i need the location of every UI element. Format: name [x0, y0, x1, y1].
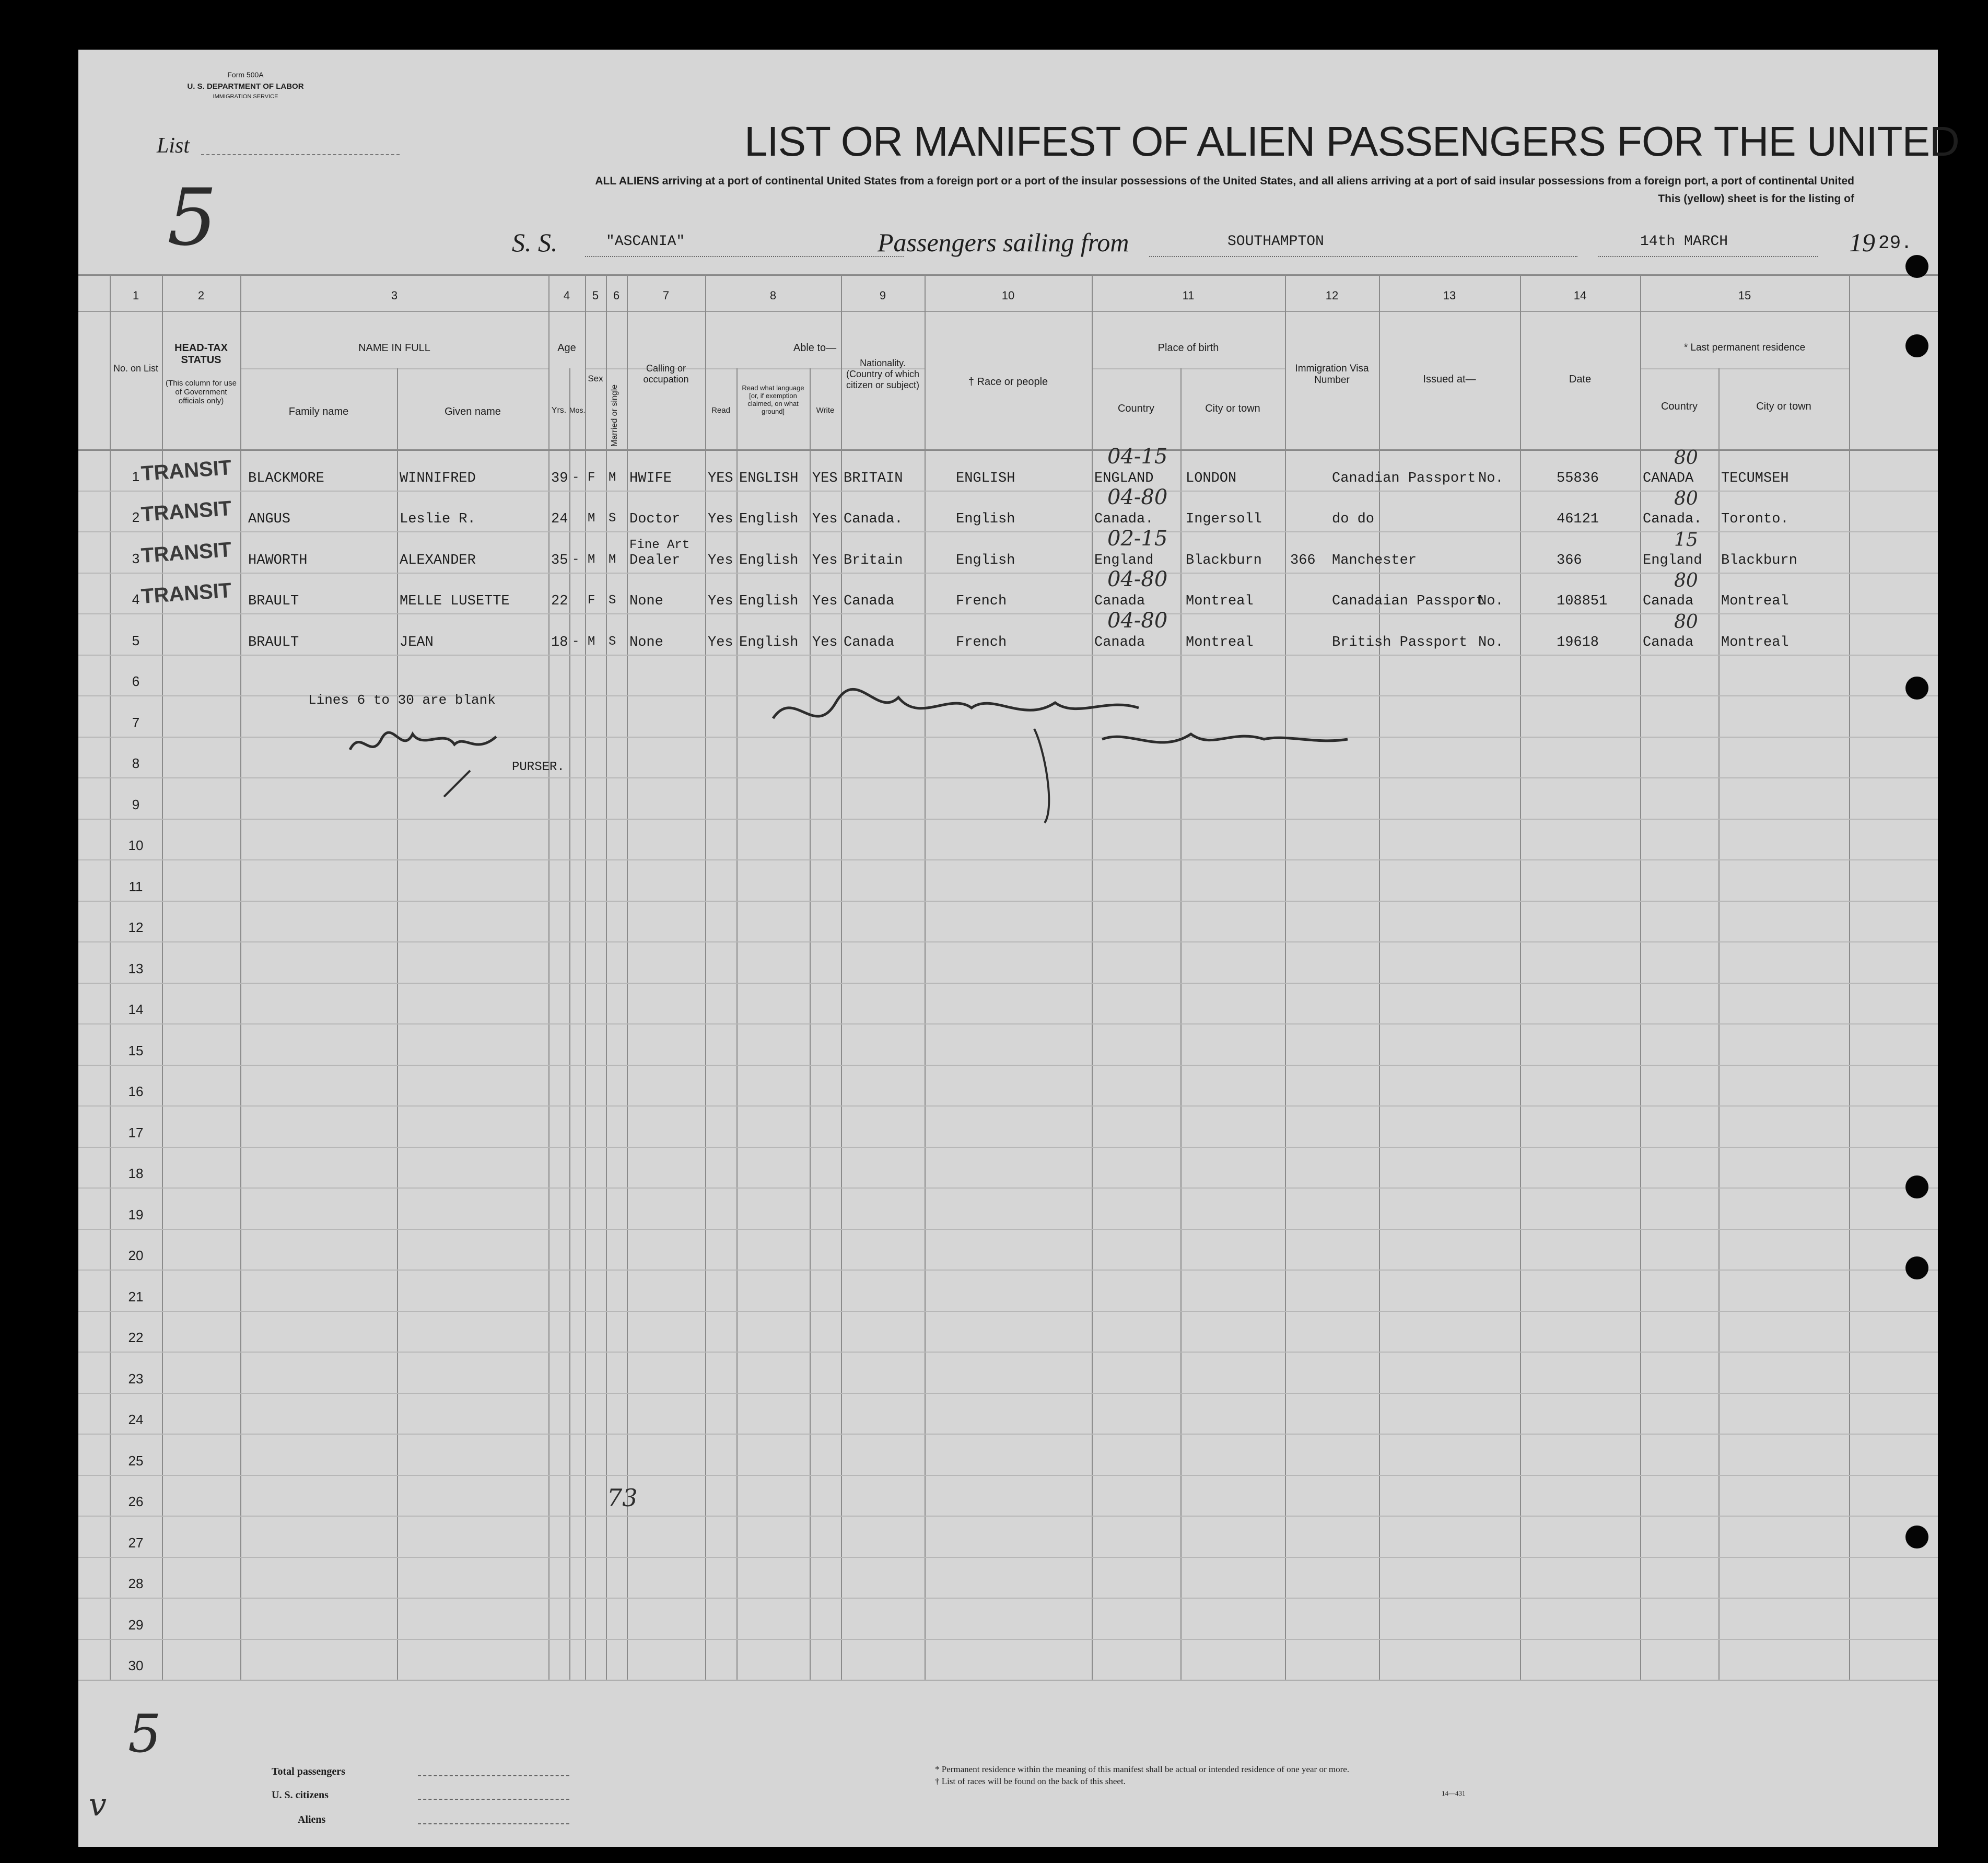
passenger-nationality: Canada	[844, 593, 895, 609]
col-line	[705, 274, 706, 1680]
list-label: List	[157, 134, 190, 158]
row-number: 14	[128, 1002, 144, 1017]
passenger-date: 46121	[1557, 511, 1599, 527]
aliens-label: Aliens	[298, 1814, 326, 1825]
passenger-res-country: Canada	[1643, 593, 1694, 609]
name-subheader-line	[240, 368, 548, 369]
row-number: 4	[132, 591, 140, 607]
passenger-nationality: BRITAIN	[844, 470, 903, 486]
row-number: 10	[128, 837, 144, 853]
col-line	[1092, 274, 1093, 1680]
passenger-given: WINNIFRED	[400, 470, 476, 486]
residence-code: 80	[1674, 611, 1698, 633]
column-number: 12	[1325, 289, 1339, 302]
row-rule	[78, 1434, 1938, 1435]
row-number: 7	[132, 714, 140, 730]
margin-v: v	[89, 1787, 107, 1823]
binder-hole	[1905, 1256, 1928, 1279]
row-number: 1	[132, 468, 140, 484]
residence-subheader-line	[1640, 368, 1849, 369]
column-number: 9	[879, 289, 886, 302]
header-age: Age	[557, 342, 576, 354]
row-number: 30	[128, 1658, 144, 1673]
row-number: 6	[132, 673, 140, 689]
passenger-sex: M	[588, 552, 595, 567]
list-underline	[201, 154, 400, 155]
transit-stamp: TRANSIT	[140, 579, 232, 608]
passenger-nationality: Canada.	[844, 511, 903, 527]
manifest-title: LIST OR MANIFEST OF ALIEN PASSENGERS FOR THE UNITED	[744, 118, 1959, 165]
passenger-yrs: 35	[551, 552, 568, 568]
header-given-name: Given name	[445, 406, 501, 417]
sailing-label: Passengers sailing from	[878, 228, 1129, 257]
col-line	[110, 274, 111, 1680]
row-number: 26	[128, 1494, 144, 1509]
passenger-read: Yes	[708, 511, 733, 527]
passenger-issued-at: Canadian Passport	[1332, 470, 1476, 486]
passenger-write: Yes	[812, 634, 838, 650]
passenger-married: S	[609, 634, 616, 649]
transit-stamp: TRANSIT	[140, 456, 232, 485]
passenger-birth-city: Ingersoll	[1186, 511, 1262, 527]
list-number: 5	[167, 172, 217, 263]
passenger-write: Yes	[812, 552, 838, 568]
passenger-married: M	[609, 552, 616, 567]
manifest-subtitle-1: ALL ALIENS arriving at a port of continental United States from a foreign port or a port of the insular possessions of the United States, and all aliens arriving at a port of said insular possessions from a foreign port, a port of continental United	[595, 175, 1854, 187]
header-yrs: Yrs.	[551, 406, 567, 415]
footnote-1: * Permanent residence within the meaning of this manifest shall be actual or intended residence of one year or more.	[935, 1764, 1350, 1774]
column-number: 6	[613, 289, 620, 302]
header-read: Read	[711, 406, 730, 415]
column-number: 5	[592, 289, 599, 302]
col-line	[548, 274, 549, 1680]
row-rule	[78, 1065, 1938, 1066]
row-number: 5	[132, 632, 140, 648]
colnum-line	[78, 311, 1938, 312]
header-issued-at: Issued at—	[1423, 374, 1476, 385]
column-number: 13	[1443, 289, 1456, 302]
row-rule	[78, 1475, 1938, 1476]
inspector-signature	[763, 677, 1416, 844]
passenger-read: Yes	[708, 552, 733, 568]
passenger-birth-country: Canada	[1094, 593, 1145, 609]
row-rule	[78, 1557, 1938, 1558]
passenger-read: YES	[708, 470, 733, 486]
row-rule	[78, 859, 1938, 860]
passenger-family: BRAULT	[248, 593, 299, 609]
header-calling: Calling or occupation	[643, 363, 689, 385]
binder-hole	[1905, 677, 1928, 700]
passenger-birth-city: Blackburn	[1186, 552, 1262, 568]
row-rule	[78, 1680, 1938, 1681]
col-line	[1640, 274, 1641, 1680]
us-citizens-line	[418, 1799, 569, 1800]
row-rule	[78, 901, 1938, 902]
header-bottom-line	[78, 449, 1938, 451]
us-citizens-label: U. S. citizens	[272, 1789, 329, 1801]
passenger-issued-at: Canadaian Passport	[1332, 593, 1484, 609]
passenger-write: Yes	[812, 593, 838, 609]
row-rule	[78, 1311, 1938, 1312]
passenger-married: S	[609, 593, 616, 608]
row-rule	[78, 1229, 1938, 1230]
passenger-yrs: 24	[551, 511, 568, 527]
column-number: 14	[1573, 289, 1587, 302]
passenger-given: ALEXANDER	[400, 552, 476, 568]
passenger-issued-at: Manchester	[1332, 552, 1417, 568]
passenger-calling: Doctor	[629, 511, 681, 527]
residence-code: 15	[1674, 529, 1698, 551]
passenger-birth-city: LONDON	[1186, 470, 1237, 486]
passenger-read: Yes	[708, 634, 733, 650]
passenger-given: Leslie R.	[400, 511, 476, 527]
passenger-nationality: Britain	[844, 552, 903, 568]
row-number: 28	[128, 1576, 144, 1591]
header-birth-country: Country	[1117, 403, 1155, 414]
binder-hole	[1905, 334, 1928, 357]
header-place-of-birth: Place of birth	[1157, 342, 1219, 354]
aliens-line	[418, 1823, 569, 1824]
row-rule	[78, 491, 1938, 492]
passenger-birth-country: ENGLAND	[1094, 470, 1154, 486]
header-write: Write	[816, 406, 835, 415]
row-number: 16	[128, 1084, 144, 1099]
row-number: 25	[128, 1452, 144, 1469]
passenger-yrs: 39	[551, 470, 568, 486]
purser-label: PURSER.	[512, 760, 565, 774]
row-rule	[78, 1598, 1938, 1599]
row-rule	[78, 1393, 1938, 1394]
row-rule	[78, 983, 1938, 984]
passenger-calling: Dealer	[629, 552, 681, 568]
passenger-race: French	[956, 634, 1007, 650]
header-read-language: Read what language [or, if exemption claimed, on what ground]	[742, 384, 804, 415]
header-res-city: City or town	[1756, 401, 1811, 412]
manifest-subtitle-2: This (yellow) sheet is for the listing of	[1658, 193, 1854, 205]
row-number: 13	[128, 960, 144, 976]
residence-code: 80	[1674, 488, 1698, 509]
row-number: 29	[128, 1616, 144, 1633]
passenger-birth-country: England	[1094, 552, 1154, 568]
column-number: 11	[1182, 289, 1195, 302]
col-line	[925, 274, 926, 1680]
margin-5: 5	[128, 1703, 161, 1764]
passenger-family: ANGUS	[248, 511, 291, 527]
header-visa: Immigration Visa Number	[1295, 363, 1369, 386]
passenger-write: YES	[812, 470, 838, 486]
service-label: IMMIGRATION SERVICE	[213, 94, 278, 100]
col-line	[585, 274, 586, 1680]
column-number: 10	[1001, 289, 1015, 302]
passenger-calling: None	[629, 593, 663, 609]
col-line	[1285, 274, 1286, 1680]
birth-code: 04-80	[1107, 485, 1168, 509]
passenger-language: English	[739, 511, 799, 527]
passenger-sex: M	[588, 511, 595, 526]
header-name-in-full: NAME IN FULL	[358, 342, 430, 354]
row-number: 17	[128, 1124, 144, 1140]
header-date: Date	[1569, 374, 1592, 385]
transit-stamp: TRANSIT	[140, 538, 232, 567]
passenger-calling-pre: Fine Art	[629, 538, 690, 552]
date-underline	[1598, 256, 1818, 257]
passenger-yrs: 22	[551, 593, 568, 609]
binder-hole	[1905, 1526, 1928, 1548]
header-sex: Sex	[588, 374, 603, 383]
passenger-mos: -	[572, 634, 580, 649]
passenger-res-country: England	[1643, 552, 1702, 568]
passenger-nationality: Canada	[844, 634, 895, 650]
purser-signature	[340, 718, 580, 854]
header-head-tax-note: (This column for use of Government officials only)	[166, 379, 237, 405]
binder-hole	[1905, 255, 1928, 278]
column-number: 3	[391, 289, 398, 302]
ship-name: "ASCANIA"	[606, 234, 685, 250]
manifest-page	[78, 50, 1959, 1847]
row-number: 12	[128, 919, 144, 935]
row-rule	[78, 1639, 1938, 1640]
year-suffix: 29.	[1878, 232, 1912, 254]
row-number: 23	[128, 1370, 144, 1387]
department-label: U. S. DEPARTMENT OF LABOR	[187, 82, 304, 91]
passenger-res-city: Montreal	[1721, 634, 1789, 650]
header-no-on-list: No. on List	[113, 363, 159, 374]
row-number: 11	[128, 878, 143, 894]
column-number: 7	[662, 289, 670, 302]
row-rule	[78, 613, 1938, 614]
birth-subheader-line	[1092, 368, 1285, 369]
passenger-calling: HWIFE	[629, 470, 672, 486]
column-number: 1	[132, 289, 139, 302]
passenger-res-city: TECUMSEH	[1721, 470, 1789, 486]
year-prefix: 19	[1849, 228, 1875, 257]
passenger-passport-no: No.	[1478, 593, 1504, 609]
ship-underline	[585, 256, 904, 257]
passenger-race: French	[956, 593, 1007, 609]
birth-code: 04-15	[1107, 444, 1168, 469]
row-rule	[78, 1270, 1938, 1271]
passenger-date: 19618	[1557, 634, 1599, 650]
passenger-birth-country: Canada.	[1094, 511, 1154, 527]
passenger-language: English	[739, 634, 799, 650]
passenger-race: ENGLISH	[956, 470, 1015, 486]
col-line	[1849, 274, 1850, 1680]
ss-label: S. S.	[512, 228, 558, 257]
footnote-code: 14—431	[1442, 1789, 1466, 1797]
row-number: 18	[128, 1166, 144, 1181]
col-line	[627, 274, 628, 1680]
passenger-family: HAWORTH	[248, 552, 308, 568]
passenger-res-city: Blackburn	[1721, 552, 1797, 568]
passenger-married: S	[609, 511, 616, 526]
passenger-visa: 366	[1290, 552, 1316, 568]
row-rule	[78, 655, 1938, 656]
passenger-birth-city: Montreal	[1186, 593, 1254, 609]
row-rule	[78, 531, 1938, 532]
col-line	[162, 274, 163, 1680]
departure-date: 14th MARCH	[1640, 234, 1728, 250]
passenger-write: Yes	[812, 511, 838, 527]
passenger-passport-no: No.	[1478, 634, 1504, 650]
col-line	[1520, 274, 1521, 1680]
column-number: 4	[563, 289, 570, 302]
birth-code: 02-15	[1107, 526, 1168, 551]
birth-code: 04-80	[1107, 608, 1168, 633]
passenger-date: 108851	[1557, 593, 1608, 609]
row-rule	[78, 1147, 1938, 1148]
mark-73: 73	[607, 1484, 638, 1512]
row-number: 3	[132, 550, 140, 566]
passenger-res-country: CANADA	[1643, 470, 1694, 486]
row-number: 22	[128, 1330, 144, 1345]
residence-code: 80	[1674, 570, 1698, 591]
passenger-given: JEAN	[400, 634, 434, 650]
header-mos: Mos.	[569, 406, 586, 414]
col-line	[606, 274, 607, 1680]
row-rule	[78, 573, 1938, 574]
passenger-birth-country: Canada	[1094, 634, 1145, 650]
passenger-passport-no: No.	[1478, 470, 1504, 486]
transit-stamp: TRANSIT	[140, 497, 232, 526]
header-nationality: Nationality. (Country of which citizen or subject)	[846, 358, 920, 390]
row-number: 21	[128, 1288, 144, 1305]
row-number: 15	[128, 1042, 144, 1058]
passenger-sex: F	[588, 470, 595, 485]
passenger-sex: F	[588, 593, 595, 608]
passenger-language: English	[739, 552, 799, 568]
row-number: 24	[128, 1412, 144, 1427]
birth-code: 04-80	[1107, 567, 1168, 591]
row-rule	[78, 1023, 1938, 1024]
residence-code: 80	[1674, 447, 1698, 469]
header-head-tax: HEAD-TAX STATUS	[174, 342, 228, 366]
passenger-mos: -	[572, 552, 580, 567]
passenger-mos: -	[572, 470, 580, 485]
row-rule	[78, 1352, 1938, 1353]
row-rule	[78, 1105, 1938, 1107]
passenger-issued-at: do do	[1332, 511, 1375, 527]
total-passengers-label: Total passengers	[272, 1766, 345, 1777]
col-line	[240, 274, 241, 1680]
passenger-res-country: Canada	[1643, 634, 1694, 650]
header-family-name: Family name	[288, 406, 349, 417]
port-underline	[1149, 256, 1577, 257]
passenger-race: English	[956, 511, 1015, 527]
passenger-read: Yes	[708, 593, 733, 609]
passenger-race: English	[956, 552, 1015, 568]
column-number: 2	[197, 289, 205, 302]
column-number: 15	[1738, 289, 1751, 302]
table-top-line	[78, 274, 1938, 276]
row-number: 20	[128, 1248, 144, 1263]
column-number: 8	[769, 289, 777, 302]
passenger-issued-at: British Passport	[1332, 634, 1468, 650]
passenger-family: BRAULT	[248, 634, 299, 650]
passenger-res-country: Canada.	[1643, 511, 1702, 527]
col-line	[841, 274, 842, 1680]
departure-port: SOUTHAMPTON	[1227, 234, 1324, 250]
passenger-language: English	[739, 593, 799, 609]
passenger-given: MELLE LUSETTE	[400, 593, 510, 609]
passenger-birth-city: Montreal	[1186, 634, 1254, 650]
row-number: 2	[132, 509, 140, 525]
row-number: 27	[128, 1534, 144, 1551]
passenger-married: M	[609, 470, 616, 485]
row-rule	[78, 1516, 1938, 1517]
header-birth-city: City or town	[1205, 403, 1260, 414]
row-number: 8	[132, 755, 140, 771]
blank-lines-note: Lines 6 to 30 are blank	[308, 692, 496, 708]
header-race: † Race or people	[968, 376, 1048, 388]
row-rule	[78, 1187, 1938, 1189]
passenger-res-city: Montreal	[1721, 593, 1789, 609]
passenger-sex: M	[588, 634, 595, 649]
header-able-to: Able to—	[793, 342, 837, 354]
passenger-calling: None	[629, 634, 663, 650]
passenger-language: ENGLISH	[739, 470, 799, 486]
passenger-date: 55836	[1557, 470, 1599, 486]
row-rule	[78, 941, 1938, 942]
header-res-country: Country	[1660, 401, 1698, 412]
form-number: Form 500A	[227, 71, 264, 79]
row-number: 19	[128, 1206, 144, 1222]
row-number: 9	[132, 796, 140, 812]
passenger-res-city: Toronto.	[1721, 511, 1789, 527]
passenger-yrs: 18	[551, 634, 568, 650]
header-last-residence: * Last permanent residence	[1683, 342, 1806, 353]
passenger-date: 366	[1557, 552, 1582, 568]
footnote-2: † List of races will be found on the back of this sheet.	[935, 1776, 1126, 1786]
passenger-family: BLACKMORE	[248, 470, 324, 486]
binder-hole	[1905, 1175, 1928, 1198]
total-passengers-line	[418, 1775, 569, 1776]
header-married: Married or single	[610, 384, 619, 447]
